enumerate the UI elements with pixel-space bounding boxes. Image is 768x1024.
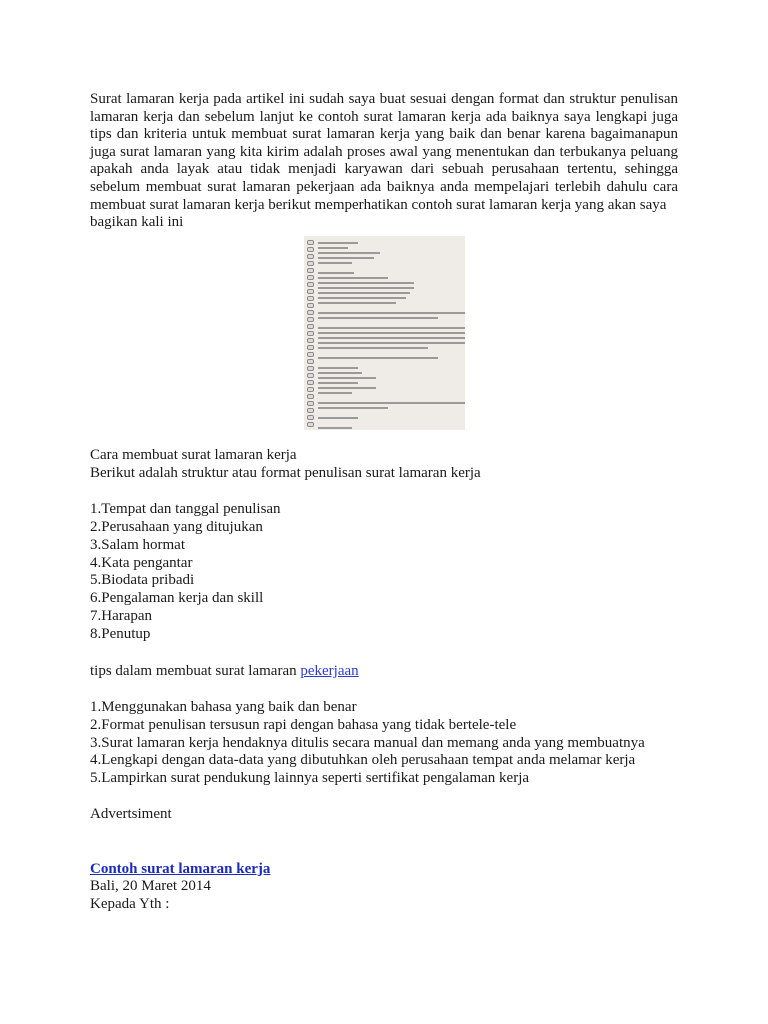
letter-text-line (318, 402, 465, 404)
intro-last-line: bagikan kali ini (90, 214, 184, 231)
letter-text-line (318, 292, 410, 294)
spiral-ring (307, 324, 314, 329)
example-heading-link[interactable]: Contoh surat lamaran kerja (90, 861, 271, 877)
letter-text-line (318, 367, 358, 369)
spiral-ring (307, 415, 314, 420)
tips-item: 5.Lampirkan surat pendukung lainnya seperti sertifikat pengalaman kerja (90, 770, 530, 786)
letter-text-line (318, 242, 358, 244)
letter-text-line (318, 247, 348, 249)
letter-text-line (318, 382, 358, 384)
spiral-ring (307, 352, 314, 357)
letter-text-line (318, 347, 428, 349)
example-recipient: Kepada Yth : (90, 896, 170, 912)
letter-text-line (318, 417, 358, 419)
letter-text-line (318, 337, 465, 339)
letter-text-line (318, 252, 380, 254)
letter-text-line (318, 282, 414, 284)
letter-text-line (318, 262, 352, 264)
letter-text-line (318, 342, 465, 344)
spiral-ring (307, 282, 314, 287)
spiral-ring (307, 331, 314, 336)
letter-text-line (318, 377, 376, 379)
letter-text-line (318, 277, 388, 279)
letter-text-line (318, 287, 414, 289)
structure-intro: Berikut adalah struktur atau format penulisan surat lamaran kerja (90, 465, 481, 481)
spiral-ring (307, 359, 314, 364)
intro-paragraph (90, 91, 678, 232)
tips-item: 4.Lengkapi dengan data-data yang dibutuhkan oleh perusahaan tempat anda melamar kerja (90, 752, 636, 768)
spiral-ring (307, 247, 314, 252)
pekerjaan-link[interactable]: pekerjaan (300, 663, 359, 679)
advertisement-label: Advertsiment (90, 806, 172, 822)
letter-text-line (318, 332, 465, 334)
heading-cara: Cara membuat surat lamaran kerja (90, 447, 297, 463)
tips-item: 3.Surat lamaran kerja hendaknya ditulis secara manual dan memang anda yang membuatnya (90, 735, 645, 751)
letter-text-line (318, 272, 354, 274)
spiral-ring (307, 261, 314, 266)
spiral-ring (307, 240, 314, 245)
letter-text-line (318, 407, 388, 409)
spiral-ring (307, 254, 314, 259)
spiral-ring (307, 408, 314, 413)
spiral-ring (307, 310, 314, 315)
structure-item: 2.Perusahaan yang ditujukan (90, 519, 263, 535)
spiral-ring (307, 387, 314, 392)
example-date: Bali, 20 Maret 2014 (90, 878, 211, 894)
tips-item: 2.Format penulisan tersusun rapi dengan bahasa yang tidak bertele-tele (90, 717, 517, 733)
letter-text-line (318, 327, 465, 329)
spiral-ring (307, 422, 314, 427)
spiral-ring (307, 338, 314, 343)
letter-text-line (318, 297, 406, 299)
structure-item: 4.Kata pengantar (90, 555, 193, 571)
spiral-ring (307, 317, 314, 322)
letter-text-line (318, 257, 374, 259)
spiral-ring (307, 275, 314, 280)
structure-item: 1.Tempat dan tanggal penulisan (90, 501, 281, 517)
letter-text-line (318, 312, 465, 314)
spiral-ring (307, 366, 314, 371)
spiral-ring (307, 268, 314, 273)
tips-intro: tips dalam membuat surat lamaran (90, 663, 301, 679)
letter-text-line (318, 392, 352, 394)
structure-item: 8.Penutup (90, 626, 151, 642)
letter-text-line (318, 387, 376, 389)
structure-item: 6.Pengalaman kerja dan skill (90, 590, 264, 606)
example-heading-line (90, 860, 270, 878)
structure-item: 3.Salam hormat (90, 537, 185, 553)
intro-text: Surat lamaran kerja pada artikel ini sudah saya buat sesuai dengan format dan struktur penulisan lamaran kerja dan sebelum lanjut ke contoh surat lamaran kerja ada baiknya saya lengkapi juga tips dan kriteria untuk membuat surat lamaran kerja yang baik dan benar karena bagaimanapun juga surat lamaran yang kita kirim adalah proses awal yang menentukan dan terbukanya peluang apakah anda layak atau tidak menjadi karyawan dari sebuah perusahaan tertentu, sehingga sebelum membuat surat lamaran pekerjaan ada baiknya anda mempelajari terlebih dahulu cara membuat surat lamaran kerja berikut memperhatikan contoh surat lamaran kerja yang akan saya (90, 91, 678, 213)
structure-item: 7.Harapan (90, 608, 153, 624)
letter-text-line (318, 372, 362, 374)
letter-text-line (318, 427, 352, 429)
tips-intro-line (90, 662, 359, 680)
spiral-ring (307, 401, 314, 406)
spiral-ring (307, 303, 314, 308)
tips-item: 1.Menggunakan bahasa yang baik dan benar (90, 699, 357, 715)
letter-text-line (318, 357, 438, 359)
spiral-ring (307, 345, 314, 350)
structure-item: 5.Biodata pribadi (90, 572, 195, 588)
spiral-ring (307, 296, 314, 301)
spiral-ring (307, 394, 314, 399)
letter-text-line (318, 317, 438, 319)
spiral-ring (307, 289, 314, 294)
letter-sample-image (304, 236, 465, 430)
spiral-ring (307, 373, 314, 378)
spiral-ring (307, 380, 314, 385)
letter-text-line (318, 302, 396, 304)
